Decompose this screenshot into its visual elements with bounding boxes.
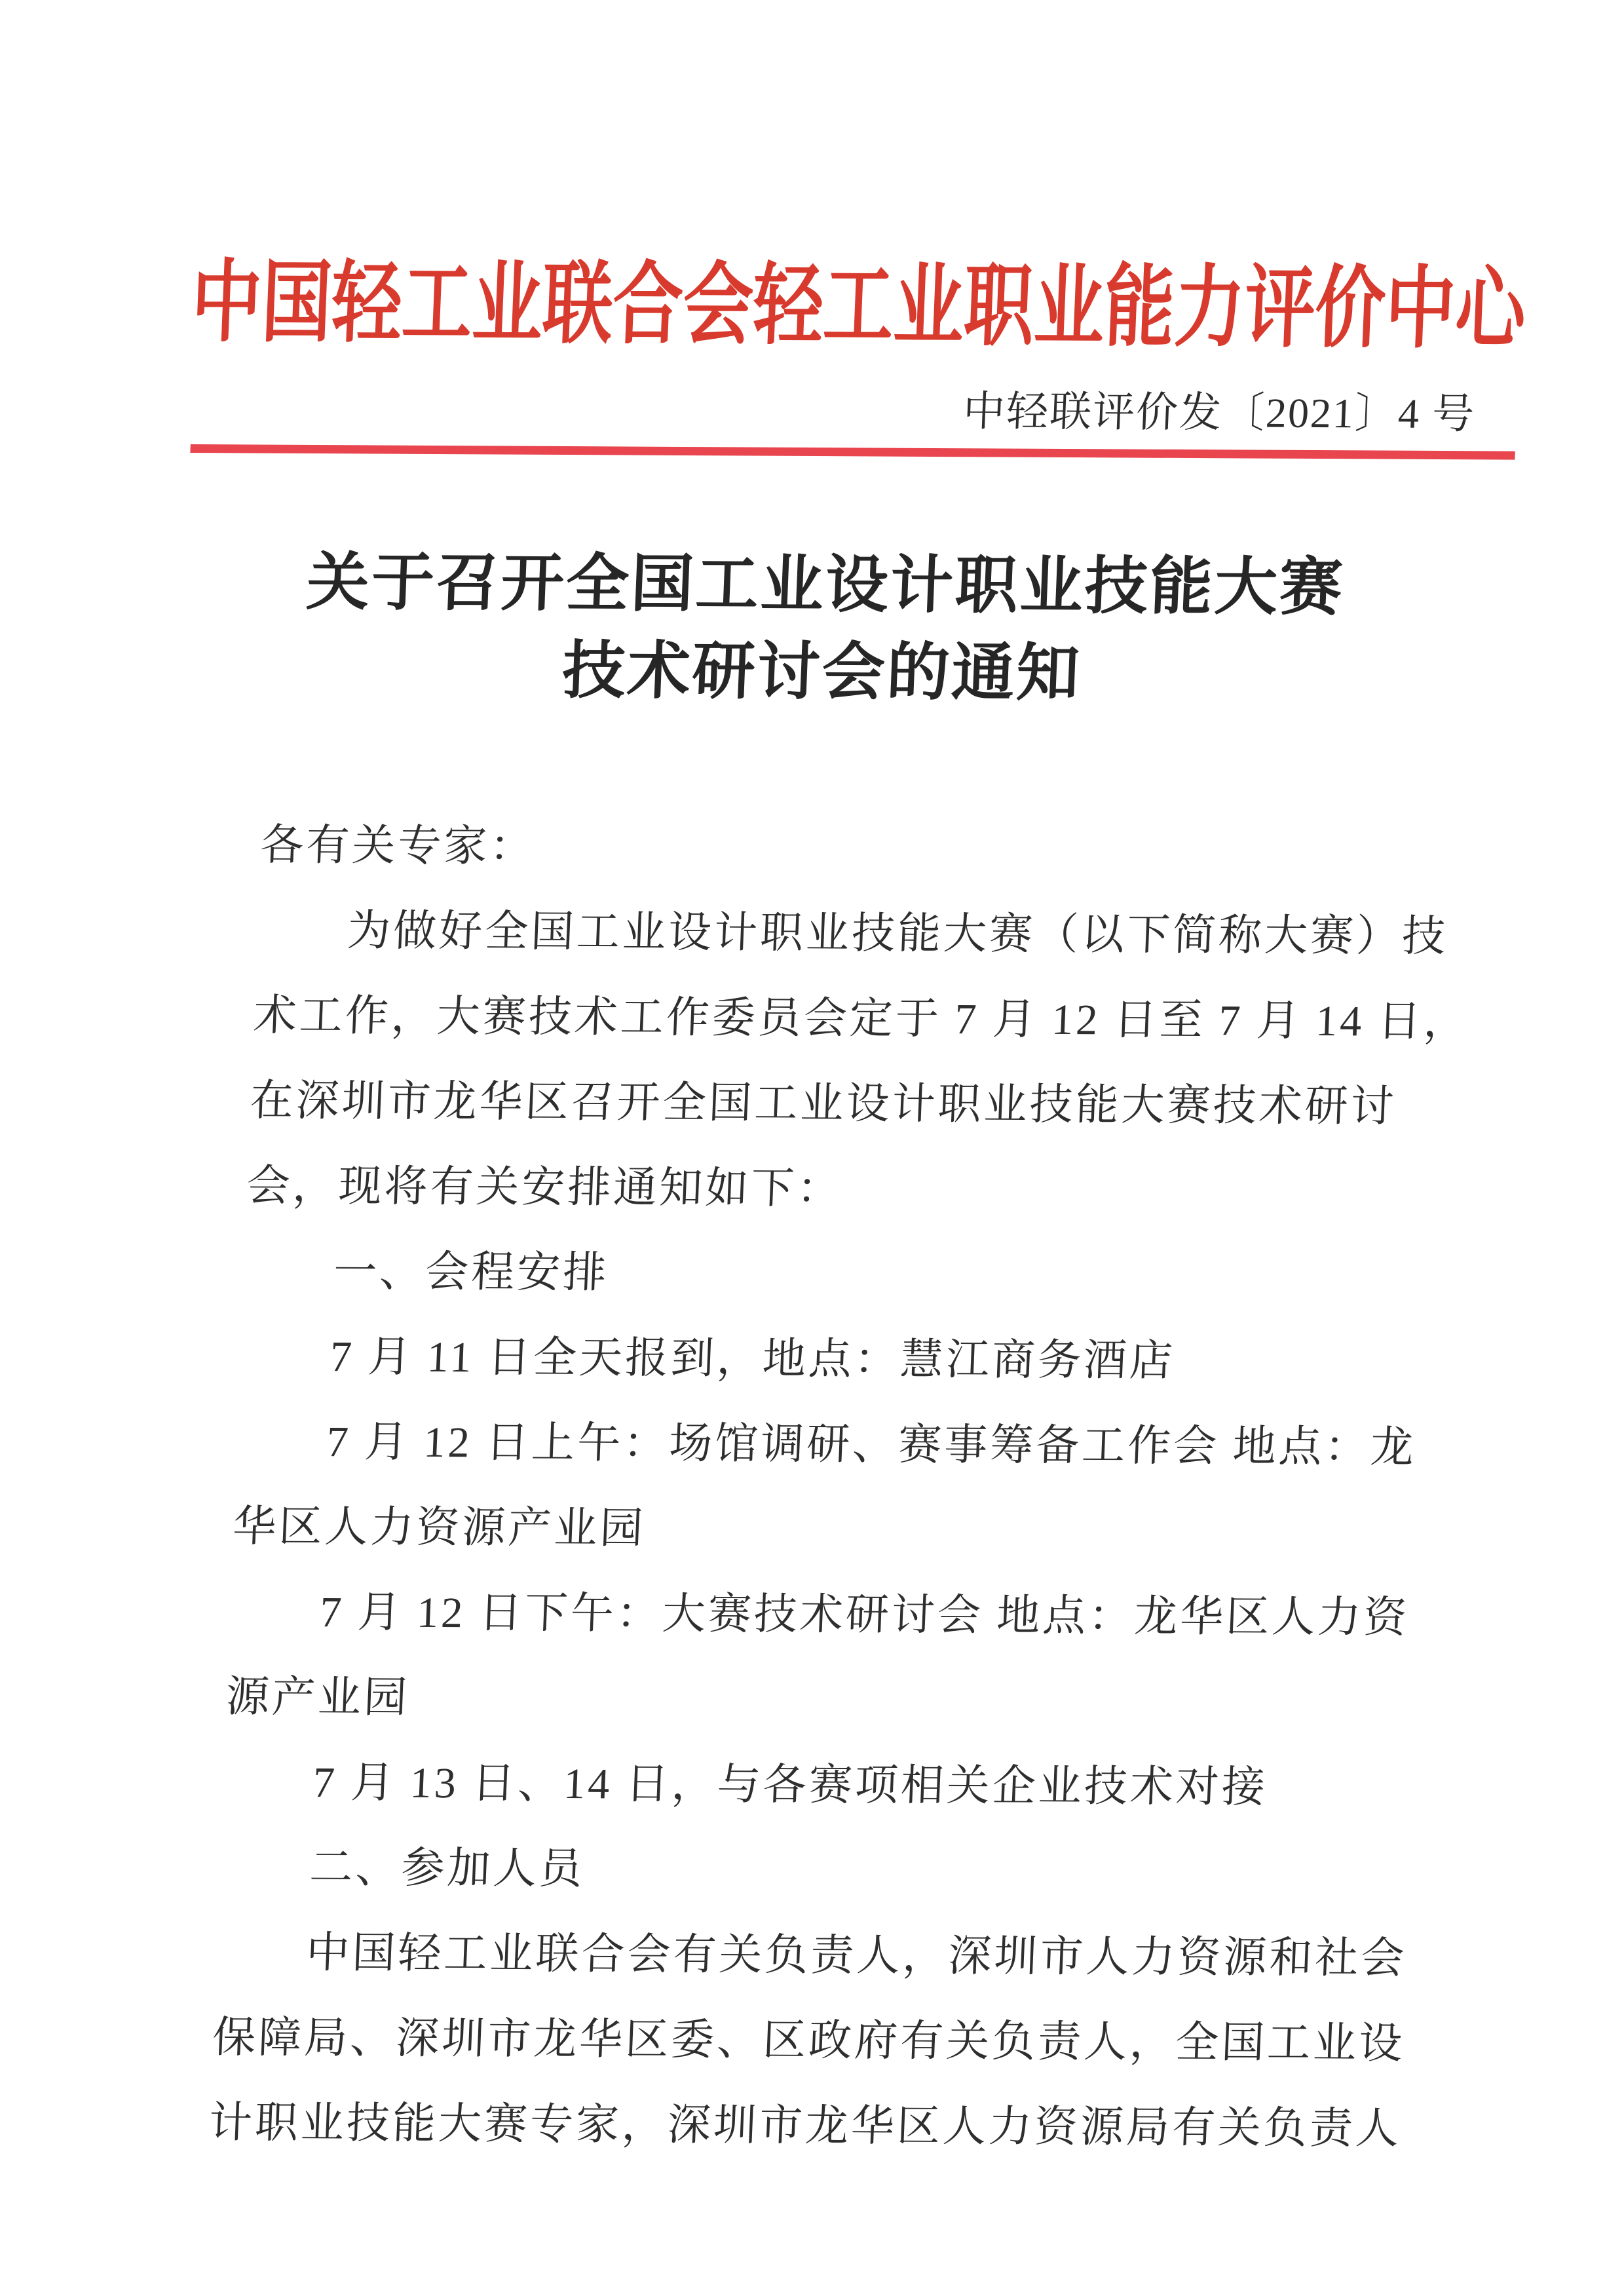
doc-number: 中轻联评价发〔2021〕4 号	[962, 388, 1477, 438]
body-line: 中国轻工业联合会有关负责人，深圳市人力资源和社会	[305, 1928, 1408, 1983]
red-divider	[190, 444, 1515, 460]
body-line: 在深圳市龙华区召开全国工业设计职业技能大赛技术研讨	[249, 1077, 1398, 1131]
body-text	[207, 803, 1471, 2172]
body-line: 保障局、深圳市龙华区委、区政府有关负责人，全国工业设	[211, 2014, 1406, 2068]
body-line: 源产业园	[225, 1673, 411, 1722]
body-line: 7 月 13 日、14 日，与各赛项相关企业技术对接	[312, 1759, 1269, 1812]
doc-title-line2: 技术研讨会的通知	[561, 636, 1083, 709]
body-line: 华区人力资源产业园	[232, 1502, 647, 1553]
body-line: 二、参加人员	[309, 1844, 586, 1894]
body-line: 7 月 12 日下午：大赛技术研讨会 地点：龙华区人力资	[318, 1588, 1410, 1642]
org-name: 中国轻工业联合会轻工业职业能力评价中心	[189, 252, 1528, 360]
letterhead	[23, 253, 1624, 360]
body-line: 为做好全国工业设计职业技能大赛（以下简称大赛）技	[346, 907, 1449, 961]
body-line: 计职业技能大赛专家，深圳市龙华区人力资源局有关负责人	[208, 2099, 1403, 2153]
body-line: 7 月 12 日上午：场馆调研、赛事筹备工作会 地点：龙	[326, 1418, 1418, 1472]
body-line: 一、会程安排	[332, 1248, 610, 1297]
body-line: 会，现将有关安排通知如下：	[245, 1162, 844, 1214]
doc-title	[8, 537, 1624, 720]
body-line: 7 月 11 日全天报到，地点：慧江商务酒店	[329, 1333, 1177, 1385]
body-line: 术工作，大赛技术工作委员会定于 7 月 12 日至 7 月 14 日，	[252, 991, 1471, 1046]
doc-title-line1: 关于召开全国工业设计职业技能大赛	[305, 546, 1346, 623]
body-line: 各有关专家：	[259, 821, 537, 871]
